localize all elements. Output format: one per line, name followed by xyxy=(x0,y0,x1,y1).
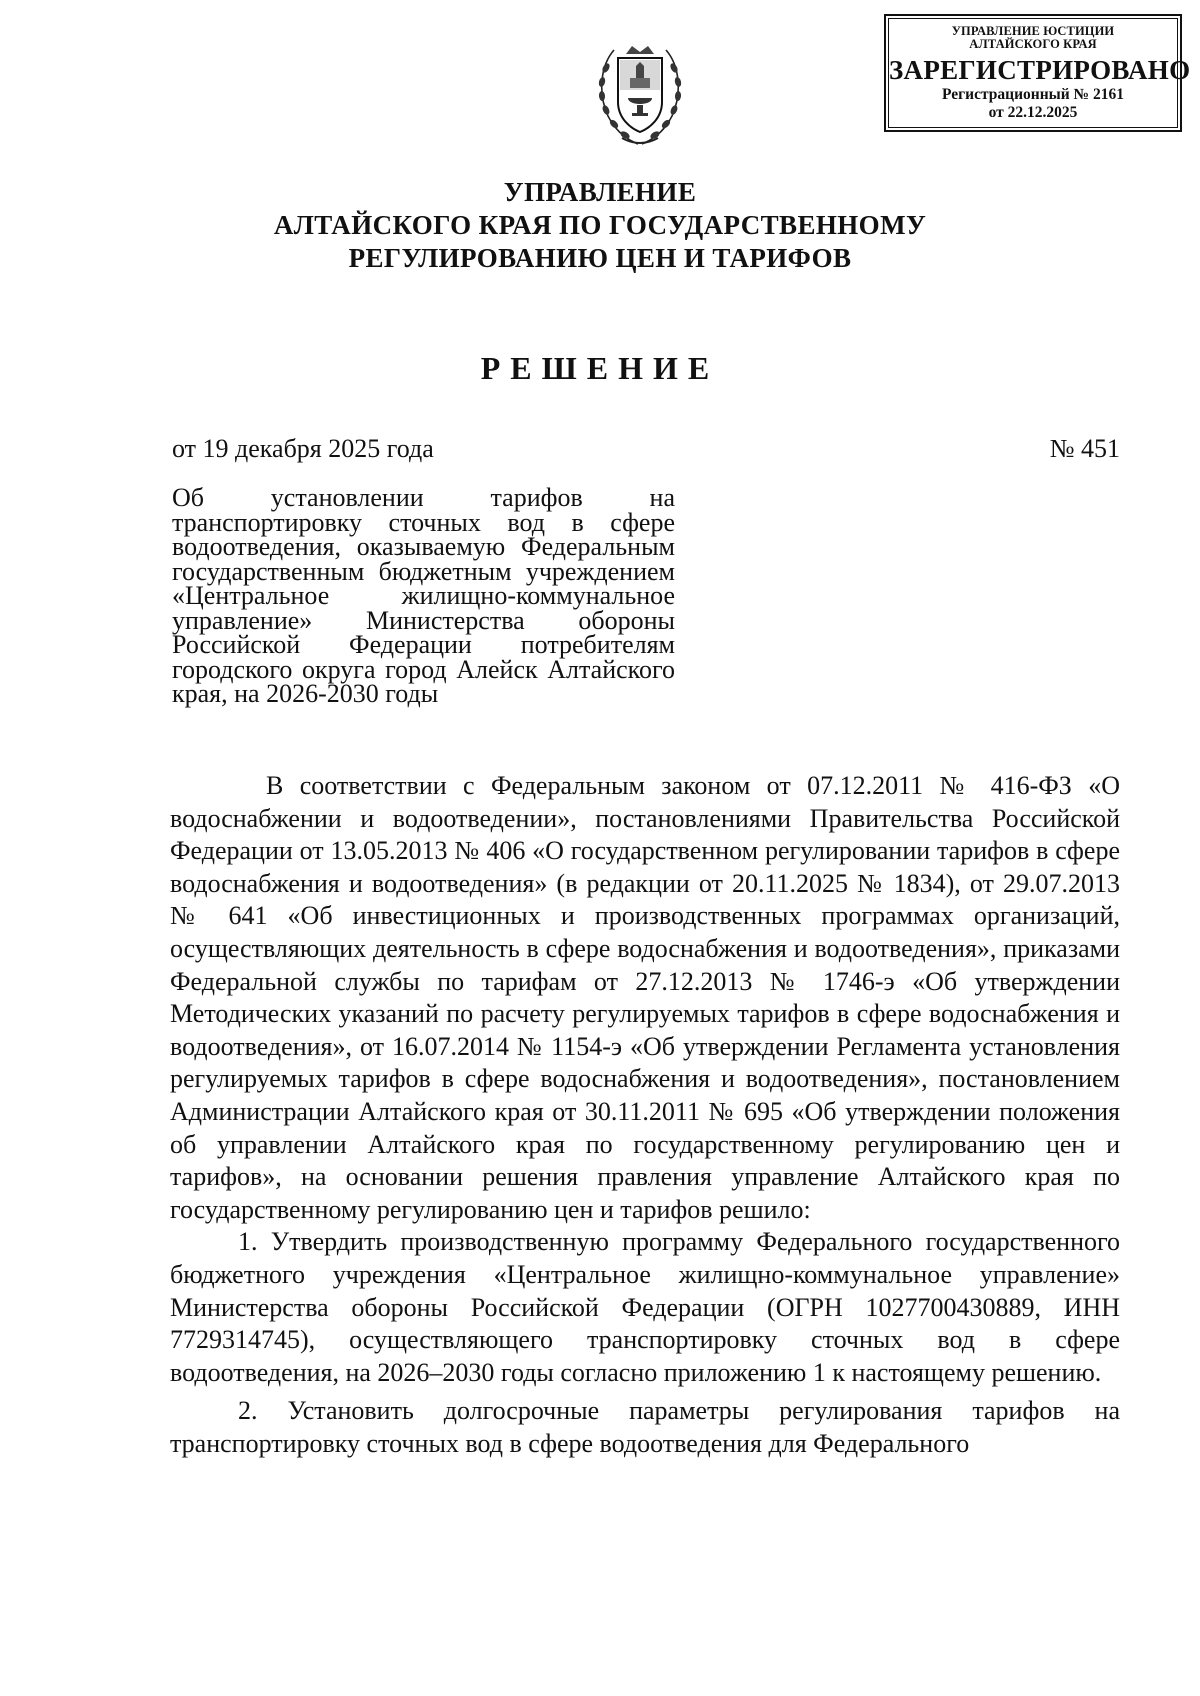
preamble-paragraph: В соответствии с Федеральным законом от 07.12.2011 № 416-ФЗ «О водоснабжении и водоотведении», постановлениями Правительства Российской Федерации от 13.05.2013 № 406 «О государственном регулировании тарифов в сфере водоснабжения и водоотведения» (в редакции от 20.11.2025 № 1834), от 29.07.2013 № 641 «Об инвестиционных и производственных программах организаций, осуществляющих деятельность в сфере водоснабжения и водоотведения», приказами Федеральной службы по тарифам от 27.12.2013 № 1746-э «Об утверждении Методических указаний по расчету регулируемых тарифов в сфере водоснабжения и водоотведения», от 16.07.2014 № 1154-э «Об утверждении Регламента установления регулируемых тарифов в сфере водоснабжения и водоотведения», постановлением Администрации Алтайского края от 30.11.2011 № 695 «Об утверждении положения об управлении Алтайского края по государственному регулированию цен и тарифов», на основании решения правления управление Алтайского края по государственному регулированию цен и тарифов решило: xyxy=(170,771,1120,1224)
decision-date: от 19 декабря 2025 года xyxy=(172,434,434,463)
stamp-registration-number: Регистрационный № 2161 xyxy=(942,86,1124,103)
agency-title-line2: АЛТАЙСКОГО КРАЯ ПО ГОСУДАРСТВЕННОМУ xyxy=(273,210,927,240)
agency-title-line3: РЕГУЛИРОВАНИЮ ЦЕН И ТАРИФОВ xyxy=(348,243,852,273)
stamp-registration-date: от 22.12.2025 xyxy=(988,104,1078,121)
registration-stamp-inner xyxy=(888,18,1191,128)
altai-krai-coat-of-arms-icon xyxy=(592,32,688,150)
stamp-status: ЗАРЕГИСТРИРОВАНО xyxy=(889,55,1191,85)
agency-title-line1: УПРАВЛЕНИЕ xyxy=(503,177,697,207)
item-2-paragraph: 2. Установить долгосрочные параметры регулирования тарифов на транспортировку сточных вод в сфере водоотведения для Федерального xyxy=(170,1396,1120,1458)
agency-title xyxy=(0,176,1200,275)
decision-body xyxy=(170,770,1120,1460)
document-type-title: РЕШЕНИЕ xyxy=(480,350,720,386)
stamp-organization-line1: УПРАВЛЕНИЕ ЮСТИЦИИ xyxy=(951,24,1115,38)
registration-stamp xyxy=(884,14,1191,132)
decision-number: № 451 xyxy=(1049,434,1120,463)
item-1-paragraph: 1. Утвердить производственную программу Федерального государственного бюджетного учреждения «Центральное жилищно-коммунальное управление» Министерства обороны Российской Федерации (ОГРН 1027700430889, ИНН 7729314745), осуществляющего транспортировку сточных вод в сфере водоотведения, на 2026–2030 годы согласно приложению 1 к настоящему решению. xyxy=(170,1227,1120,1387)
decision-subject: Об установлении тарифов на транспортировку сточных вод в сфере водоотведения, оказываемую Федеральным государственным бюджетным учреждением «Центральное жилищно-коммунальное управление» Министерства обороны Российской Федерации потребителям городского округа город Алейск Алтайского края, на 2026-2030 годы xyxy=(172,483,675,708)
stamp-organization-line2: АЛТАЙСКОГО КРАЯ xyxy=(969,37,1097,51)
